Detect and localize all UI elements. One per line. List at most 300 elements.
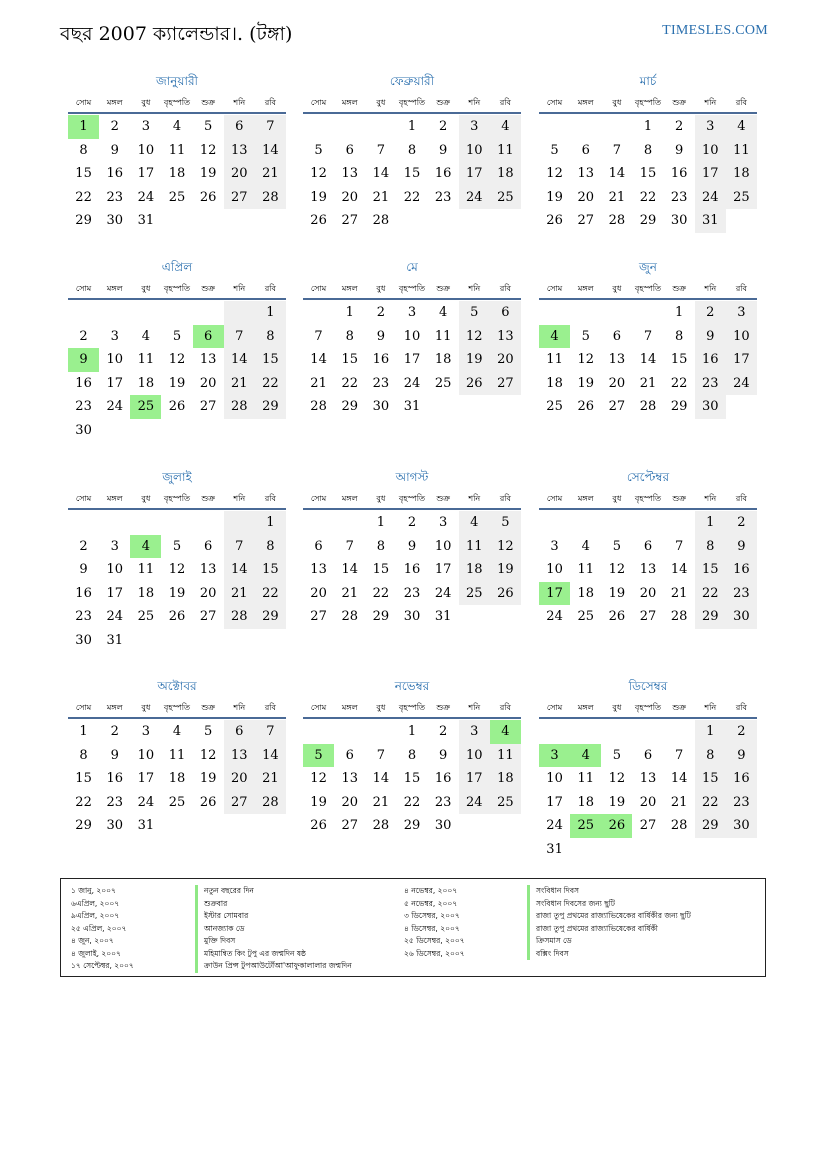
day-grid <box>68 720 286 838</box>
holiday-day: 3 <box>539 744 570 768</box>
empty-day <box>303 301 334 325</box>
weekday-label: বৃহস্পতি <box>634 494 662 503</box>
calendar-day: 22 <box>670 375 688 391</box>
calendar-day: 25 <box>490 186 521 210</box>
calendar-day: 1 <box>345 305 354 320</box>
calendar-day: 7 <box>224 535 255 559</box>
calendar-day: 15 <box>403 166 421 181</box>
weekday-label: মঙ্গল <box>341 703 358 712</box>
calendar-day: 21 <box>372 794 390 810</box>
weekday-label: বৃহস্পতি <box>634 703 662 712</box>
calendar-day: 23 <box>670 189 688 205</box>
calendar-day: 22 <box>255 582 286 606</box>
holiday-day: 4 <box>490 720 521 744</box>
calendar-day: 7 <box>314 328 323 344</box>
month-name: মার্চ <box>639 74 657 88</box>
empty-day <box>334 115 365 139</box>
weekday-label: সোম <box>310 98 327 107</box>
weekday-label: সোম <box>546 98 563 107</box>
calendar-day: 6 <box>314 538 323 554</box>
calendar-day: 6 <box>203 538 213 554</box>
calendar-day: 24 <box>726 372 757 396</box>
weekday-header <box>539 699 757 719</box>
calendar-day: 12 <box>310 166 327 181</box>
weekday-label: মঙ্গল <box>577 284 594 293</box>
day-grid <box>303 720 521 838</box>
calendar-day: 12 <box>459 325 490 349</box>
calendar-day: 5 <box>459 301 490 325</box>
calendar-day: 8 <box>376 538 385 554</box>
weekday-label: বুধ <box>141 284 151 293</box>
calendar-day: 10 <box>403 328 421 344</box>
calendar-day: 9 <box>376 328 385 344</box>
calendar-day: 6 <box>224 720 255 744</box>
holiday-day: 1 <box>68 115 99 139</box>
calendar-day: 28 <box>310 399 327 414</box>
calendar-day: 24 <box>546 609 563 624</box>
legend-date: ৩ ডিসেম্বর, ২০০৭ <box>404 911 460 920</box>
weekday-label: বুধ <box>141 98 151 107</box>
calendar-day: 31 <box>695 209 726 233</box>
calendar-day: 1 <box>643 119 653 134</box>
calendar-day: 27 <box>608 399 626 414</box>
holiday-day: 26 <box>601 814 632 838</box>
empty-day <box>334 720 365 744</box>
legend-date: ২৬ ডিসেম্বর, ২০০৭ <box>404 948 465 958</box>
calendar-day: 17 <box>459 767 490 791</box>
calendar-day: 28 <box>341 609 358 624</box>
weekday-label: সোম <box>75 703 92 712</box>
calendar-day: 24 <box>459 186 490 210</box>
weekday-label: সোম <box>310 284 327 293</box>
month-calendar <box>68 258 286 442</box>
calendar-day: 26 <box>310 818 327 833</box>
calendar-day: 26 <box>168 399 186 414</box>
calendar-day: 9 <box>438 142 448 158</box>
weekday-label: শনি <box>233 98 246 107</box>
weekday-label: বৃহস্পতি <box>163 98 191 107</box>
calendar-day: 6 <box>612 328 621 344</box>
calendar-day: 22 <box>403 794 421 810</box>
empty-day <box>601 720 632 744</box>
calendar-day: 10 <box>459 744 490 768</box>
calendar-day: 1 <box>695 511 726 535</box>
calendar-day: 12 <box>546 166 563 181</box>
calendar-day: 13 <box>490 325 521 349</box>
holiday-day: 4 <box>570 744 601 768</box>
calendar-day: 8 <box>407 747 417 763</box>
calendar-day: 7 <box>345 538 354 554</box>
calendar-day: 20 <box>224 162 255 186</box>
calendar-day: 31 <box>137 213 155 228</box>
empty-day <box>224 511 255 535</box>
calendar-day: 5 <box>550 142 559 158</box>
weekday-label: রবি <box>264 98 276 107</box>
weekday-label: মঙ্গল <box>577 494 594 503</box>
legend-holiday-name: মহিমান্বিত কিং টুপু এর জন্মদিন ষষ্ঠ <box>195 948 352 961</box>
calendar-day: 1 <box>376 515 385 530</box>
weekday-label: মঙ্গল <box>106 703 123 712</box>
calendar-day: 16 <box>372 352 390 367</box>
weekday-label: রবি <box>735 703 747 712</box>
weekday-label: শুক্র <box>672 284 686 293</box>
month-calendar <box>68 72 286 233</box>
legend-date: ৪ জুলাই, ২০০৭ <box>71 948 121 958</box>
weekday-label: সোম <box>75 98 92 107</box>
calendar-day: 24 <box>106 399 123 414</box>
weekday-label: মঙ্গল <box>106 284 123 293</box>
calendar-day: 28 <box>670 609 688 624</box>
month-calendar <box>68 677 286 838</box>
calendar-day: 13 <box>224 139 255 163</box>
month-name: জুন <box>639 260 657 274</box>
empty-day <box>303 115 334 139</box>
empty-day <box>193 301 224 325</box>
calendar-day: 16 <box>726 767 757 791</box>
calendar-day: 10 <box>726 325 757 349</box>
calendar-day: 23 <box>106 794 123 810</box>
calendar-day: 29 <box>639 213 657 228</box>
empty-day <box>303 511 334 535</box>
calendar-day: 24 <box>137 794 155 810</box>
calendar-day: 9 <box>110 747 119 763</box>
calendar-day: 21 <box>670 585 688 601</box>
calendar-day: 2 <box>110 119 119 134</box>
calendar-day: 25 <box>168 189 186 205</box>
calendar-day: 21 <box>224 372 255 396</box>
calendar-day: 5 <box>203 724 213 739</box>
empty-day <box>570 301 601 325</box>
calendar-day: 16 <box>434 771 452 786</box>
empty-day <box>99 301 130 325</box>
calendar-day: 2 <box>438 119 448 134</box>
calendar-day: 7 <box>674 538 684 554</box>
brand-link[interactable]: TIMESLES.COM <box>662 23 768 38</box>
calendar-day: 25 <box>490 791 521 815</box>
calendar-day: 16 <box>75 375 92 391</box>
calendar-day: 14 <box>372 166 390 181</box>
legend-date: ৫ নভেম্বর, ২০০৭ <box>404 898 458 908</box>
weekday-label: রবি <box>264 703 276 712</box>
calendar-day: 19 <box>199 771 217 786</box>
legend-holiday-name: রাজা তুপু প্রথমের রাজ্যাভিষেকের বার্ষিকীর জন্য ছুটি <box>527 910 691 923</box>
calendar-day: 5 <box>314 142 323 158</box>
calendar-day: 23 <box>372 375 390 391</box>
calendar-day: 11 <box>726 139 757 163</box>
calendar-day: 9 <box>726 535 757 559</box>
calendar-day: 18 <box>459 558 490 582</box>
calendar-day: 21 <box>372 189 390 205</box>
calendar-day: 28 <box>255 791 286 815</box>
calendar-day: 15 <box>639 166 657 181</box>
day-grid <box>539 720 757 861</box>
calendar-day: 15 <box>75 166 92 181</box>
calendar-day: 26 <box>199 189 217 205</box>
calendar-day: 28 <box>670 818 688 833</box>
weekday-label: সোম <box>75 494 92 503</box>
calendar-day: 22 <box>372 585 390 601</box>
empty-day <box>601 511 632 535</box>
calendar-day: 30 <box>670 213 688 228</box>
month-calendar <box>303 258 521 419</box>
calendar-day: 12 <box>168 352 186 367</box>
weekday-label: বৃহস্পতি <box>398 284 426 293</box>
calendar-day: 19 <box>168 585 186 601</box>
page-header <box>60 18 768 46</box>
calendar-day: 10 <box>546 771 563 786</box>
weekday-label: শুক্র <box>201 284 215 293</box>
weekday-label: শনি <box>233 703 246 712</box>
calendar-day: 28 <box>372 213 390 228</box>
weekday-label: শুক্র <box>672 494 686 503</box>
weekday-header <box>68 280 286 300</box>
calendar-day: 8 <box>79 142 88 158</box>
weekday-label: বৃহস্পতি <box>398 494 426 503</box>
calendar-day: 6 <box>345 747 354 763</box>
empty-day <box>68 301 99 325</box>
calendar-day: 22 <box>403 189 421 205</box>
calendar-day: 15 <box>75 771 92 786</box>
holiday-day: 6 <box>193 325 224 349</box>
calendar-day: 19 <box>490 558 521 582</box>
calendar-day: 25 <box>137 609 155 624</box>
legend-date: ৬এপ্রিল, ২০০৭ <box>71 898 120 908</box>
calendar-day: 11 <box>490 744 521 768</box>
weekday-header <box>68 490 286 510</box>
legend-left-dates <box>71 885 134 973</box>
calendar-day: 16 <box>106 166 123 181</box>
weekday-label: বৃহস্পতি <box>163 703 191 712</box>
calendar-day: 17 <box>695 162 726 186</box>
calendar-day: 10 <box>459 139 490 163</box>
month-calendar <box>68 468 286 652</box>
empty-day <box>539 511 570 535</box>
calendar-day: 16 <box>106 771 123 786</box>
day-grid <box>303 511 521 629</box>
calendar-day: 25 <box>726 186 757 210</box>
calendar-day: 7 <box>224 325 255 349</box>
calendar-day: 7 <box>255 115 286 139</box>
calendar-day: 31 <box>546 841 563 857</box>
month-name: এপ্রিল <box>161 260 193 274</box>
weekday-label: বুধ <box>141 703 151 712</box>
legend-holiday-name: মুক্তি দিবস <box>195 935 352 948</box>
calendar-day: 18 <box>726 162 757 186</box>
calendar-day: 18 <box>168 771 186 786</box>
calendar-day: 1 <box>695 720 726 744</box>
calendar-day: 11 <box>137 562 155 577</box>
calendar-day: 8 <box>345 328 354 344</box>
weekday-label: বুধ <box>376 703 386 712</box>
calendar-day: 28 <box>372 818 390 833</box>
calendar-day: 15 <box>695 558 726 582</box>
month-name: ফেব্রুয়ারী <box>389 74 435 88</box>
calendar-day: 5 <box>490 511 521 535</box>
calendar-day: 13 <box>341 166 358 181</box>
calendar-day: 27 <box>224 791 255 815</box>
calendar-day: 14 <box>372 771 390 786</box>
calendar-day: 20 <box>490 348 521 372</box>
calendar-day: 4 <box>438 305 448 320</box>
calendar-day: 2 <box>407 515 417 530</box>
calendar-day: 1 <box>255 301 286 325</box>
calendar-day: 8 <box>79 747 88 763</box>
calendar-day: 21 <box>670 794 688 810</box>
weekday-label: বৃহস্পতি <box>163 494 191 503</box>
calendar-day: 23 <box>403 585 421 601</box>
legend-left-names <box>195 885 352 973</box>
weekday-header <box>68 94 286 114</box>
month-calendar <box>539 677 757 861</box>
calendar-day: 23 <box>726 791 757 815</box>
calendar-day: 19 <box>310 189 327 205</box>
calendar-day: 29 <box>670 399 688 414</box>
calendar-day: 23 <box>434 189 452 205</box>
weekday-label: শনি <box>468 703 481 712</box>
legend-date: ৪ জুন, ২০০৭ <box>71 936 114 945</box>
month-calendar <box>539 72 757 233</box>
calendar-day: 18 <box>137 585 155 601</box>
weekday-label: শনি <box>233 494 246 503</box>
calendar-day: 1 <box>407 119 417 134</box>
calendar-day: 27 <box>224 186 255 210</box>
calendar-day: 1 <box>255 511 286 535</box>
calendar-day: 26 <box>459 372 490 396</box>
calendar-day: 10 <box>106 562 123 577</box>
calendar-day: 3 <box>550 538 559 554</box>
calendar-day: 12 <box>199 142 217 158</box>
weekday-label: রবি <box>735 98 747 107</box>
calendar-day: 28 <box>224 395 255 419</box>
empty-day <box>601 301 632 325</box>
weekday-label: মঙ্গল <box>577 703 594 712</box>
weekday-label: শুক্র <box>436 98 450 107</box>
holiday-day: 25 <box>570 814 601 838</box>
weekday-label: সোম <box>546 494 563 503</box>
calendar-day: 6 <box>643 747 653 763</box>
calendar-day: 4 <box>172 119 182 134</box>
calendar-day: 17 <box>137 166 155 181</box>
month-calendar <box>539 258 757 419</box>
calendar-day: 18 <box>546 375 563 391</box>
calendar-day: 2 <box>438 724 448 739</box>
calendar-day: 15 <box>372 562 390 577</box>
weekday-label: বুধ <box>612 494 622 503</box>
calendar-day: 3 <box>110 328 119 344</box>
empty-day <box>130 511 161 535</box>
calendar-day: 20 <box>224 767 255 791</box>
calendar-day: 23 <box>75 399 92 414</box>
empty-day <box>632 301 663 325</box>
legend-date: ১৭ সেপ্টেম্বর, ২০০৭ <box>71 961 134 970</box>
calendar-day: 10 <box>137 747 155 763</box>
empty-day <box>130 301 161 325</box>
day-grid <box>539 511 757 629</box>
calendar-day: 8 <box>643 142 653 158</box>
calendar-day: 31 <box>106 632 123 648</box>
calendar-day: 28 <box>639 399 657 414</box>
calendar-day: 6 <box>345 142 354 158</box>
calendar-day: 13 <box>224 744 255 768</box>
calendar-day: 10 <box>106 352 123 367</box>
calendar-day: 1 <box>79 724 88 739</box>
calendar-day: 17 <box>434 562 452 577</box>
weekday-label: সোম <box>546 703 563 712</box>
calendar-day: 30 <box>434 818 452 833</box>
legend-date: ৪ নভেম্বর, ২০০৭ <box>404 886 458 895</box>
month-name: আগস্ট <box>395 470 429 484</box>
month-name: ডিসেম্বর <box>628 679 668 693</box>
calendar-day: 20 <box>310 585 327 601</box>
calendar-day: 2 <box>674 119 684 134</box>
calendar-day: 2 <box>79 328 88 344</box>
legend-holiday-name: ইস্টার সোমবার <box>195 910 352 923</box>
weekday-label: মঙ্গল <box>341 284 358 293</box>
calendar-day: 30 <box>726 814 757 838</box>
weekday-header <box>303 490 521 510</box>
weekday-label: সোম <box>310 703 327 712</box>
calendar-day: 2 <box>79 538 88 554</box>
weekday-label: মঙ্গল <box>106 494 123 503</box>
day-grid <box>68 115 286 233</box>
empty-day <box>632 720 663 744</box>
calendar-day: 19 <box>608 585 626 601</box>
calendar-day: 29 <box>372 609 390 624</box>
day-grid <box>539 115 757 233</box>
calendar-day: 4 <box>459 511 490 535</box>
weekday-label: বৃহস্পতি <box>398 703 426 712</box>
calendar-day: 27 <box>639 818 657 833</box>
weekday-header <box>68 699 286 719</box>
calendar-day: 20 <box>199 375 217 391</box>
calendar-day: 7 <box>674 747 684 763</box>
legend-holiday-name: ক্রিসমাস ডে <box>527 935 691 948</box>
calendar-day: 27 <box>639 609 657 624</box>
calendar-day: 21 <box>608 189 626 205</box>
calendar-day: 24 <box>106 609 123 624</box>
calendar-day: 31 <box>403 399 421 414</box>
calendar-day: 3 <box>141 119 150 134</box>
weekday-label: সোম <box>546 284 563 293</box>
calendar-day: 3 <box>141 724 150 739</box>
calendar-day: 3 <box>459 115 490 139</box>
empty-day <box>539 720 570 744</box>
holiday-legend <box>60 878 766 977</box>
calendar-day: 8 <box>695 535 726 559</box>
empty-day <box>601 115 632 139</box>
weekday-label: শুক্র <box>672 703 686 712</box>
empty-day <box>632 511 663 535</box>
calendar-day: 20 <box>341 189 358 205</box>
legend-date: ২৫ এপ্রিল, ২০০৭ <box>71 923 127 933</box>
calendar-day: 14 <box>608 166 626 181</box>
month-name: নভেম্বর <box>394 679 430 693</box>
calendar-day: 22 <box>341 375 358 391</box>
calendar-day: 26 <box>199 794 217 810</box>
month-name: জানুয়ারী <box>156 74 198 88</box>
empty-day <box>664 720 695 744</box>
legend-holiday-name: রাজা তুপু প্রথমের রাজ্যাভিষেকের বার্ষিকী <box>527 923 691 936</box>
calendar-day: 25 <box>168 794 186 810</box>
calendar-day: 9 <box>726 744 757 768</box>
calendar-day: 7 <box>376 142 385 158</box>
calendar-day: 25 <box>459 582 490 606</box>
empty-day <box>193 511 224 535</box>
calendar-day: 9 <box>438 747 448 763</box>
calendar-day: 16 <box>695 348 726 372</box>
calendar-day: 13 <box>199 352 217 367</box>
weekday-label: বৃহস্পতি <box>163 284 191 293</box>
